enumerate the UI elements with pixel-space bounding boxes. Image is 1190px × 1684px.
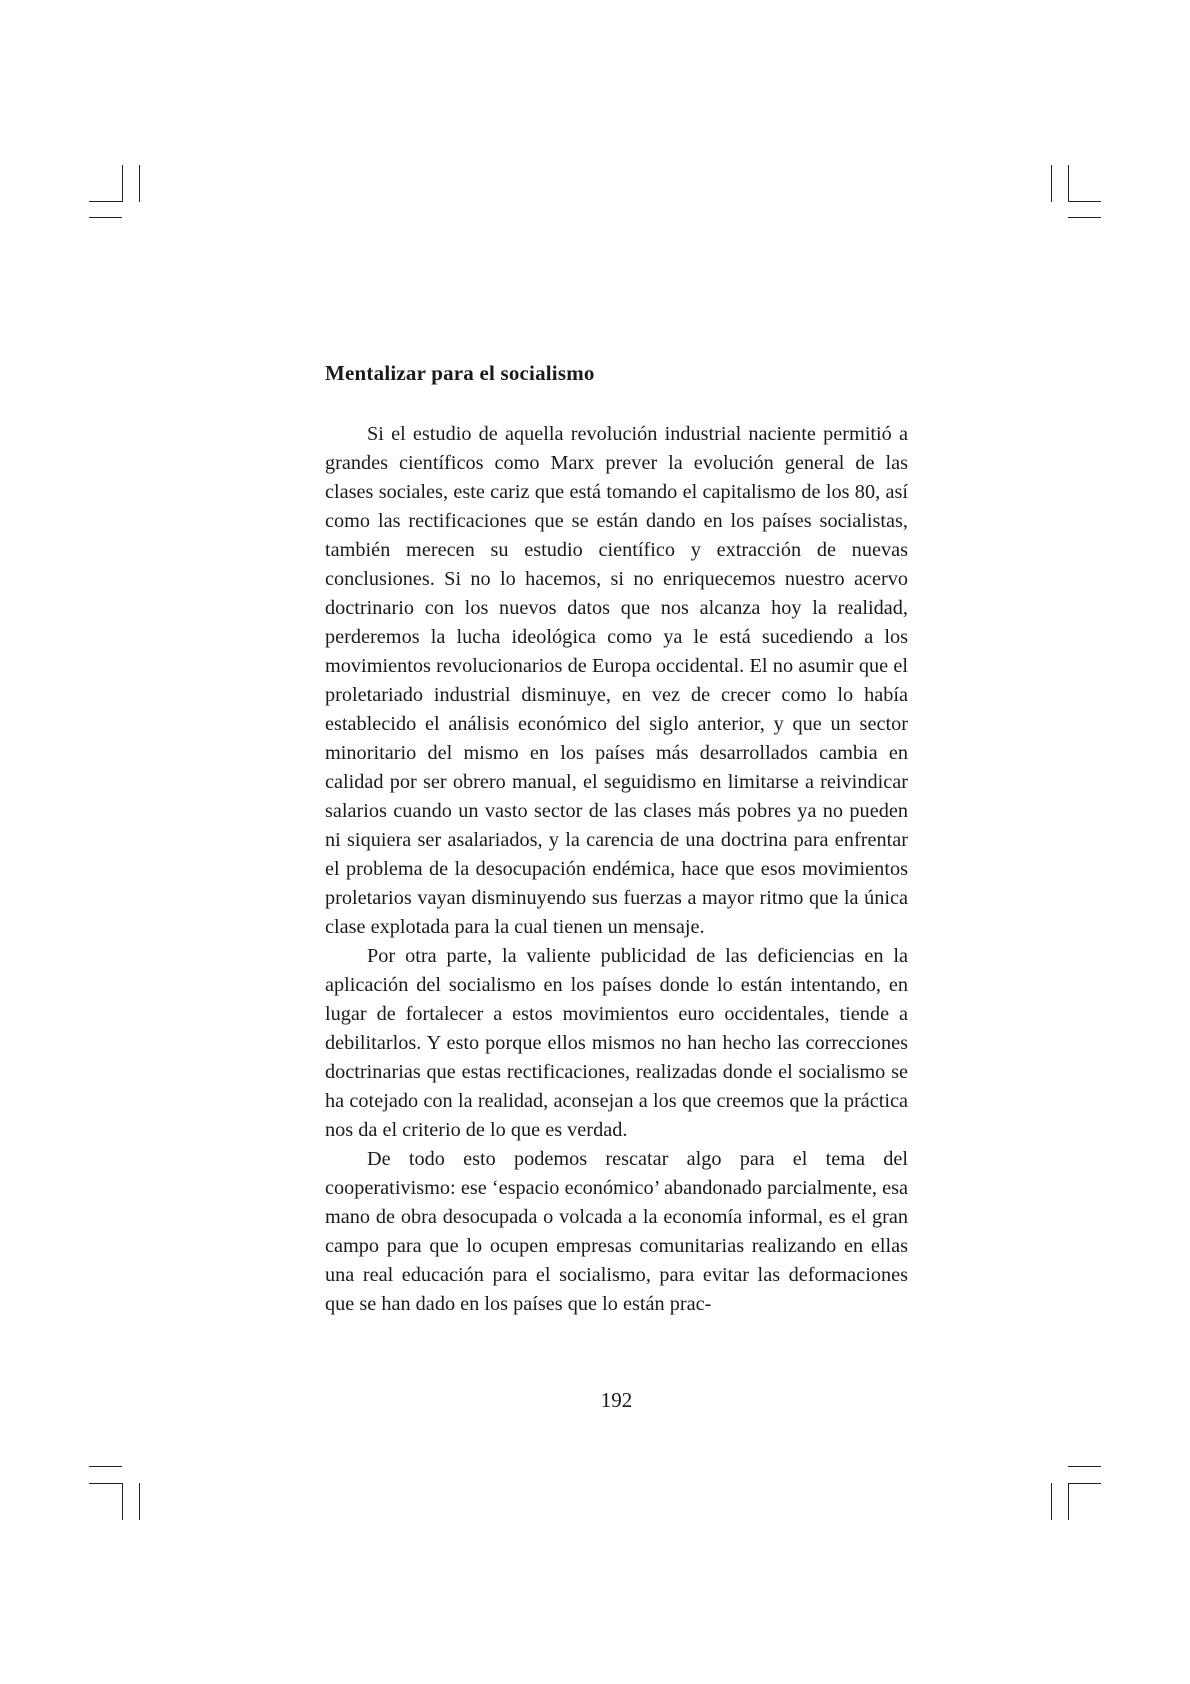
paragraph-3: De todo esto podemos rescatar algo para el tema del cooperativismo: ese ‘espacio económico’ abandonado parcialmente, esa mano de obra desocupada o volcada a la economía informal, es el gran campo para que lo ocupen empresas comunitarias realizando en ellas una real educación para el socialismo, para evitar las deformaciones que se han dado en los países que lo están prac- — [325, 1148, 908, 1315]
section-heading: Mentalizar para el socialismo — [325, 361, 595, 385]
paragraph-2: Por otra parte, la valiente publicidad de las deficiencias en la aplicación del socialismo en los países donde lo están intentando, en lugar de fortalecer a estos movimientos euro occidentales, tiende a debilitarlos. Y esto porque ellos mismos no han hecho las correcciones doctrinarias que estas rectificaciones, realizadas donde el socialismo se ha cotejado con la realidad, aconsejan a los que creemos que la práctica nos da el criterio de lo que es verdad. — [325, 945, 908, 1141]
crop-mark-bottom-right-horizontal — [1068, 1483, 1101, 1484]
paragraph-1: Si el estudio de aquella revolución industrial naciente permitió a grandes científicos como Marx prever la evolución general de las clases sociales, este cariz que está tomando el capitalismo de los 80, así como las rectificaciones que se están dando en los países socialistas, también merecen su estudio científico y extracción de nuevas conclusiones. Si no lo hacemos, si no enriquecemos nuestro acervo doctrinario con los nuevos datos que nos alcanza hoy la realidad, perderemos la lucha ideológica como ya le está sucediendo a los movimientos revolucionarios de Europa occidental. El no asumir que el proletariado industrial disminuye, en vez de crecer como lo había establecido el análisis económico del siglo anterior, y que un sector minoritario del mismo en los países más desarrollados cambia en calidad por ser obrero manual, el seguidismo en limitarse a reivindicar salarios cuando un vasto sector de las clases más pobres ya no pueden ni siquiera ser asalariados, y la carencia de una doctrina para enfrentar el problema de la desocupación endémica, hace que esos movimientos proletarios vayan disminuyendo sus fuerzas a mayor ritmo que la única clase explotada para la cual tienen un mensaje. — [325, 423, 908, 938]
crop-mark-bottom-left-horizontal — [89, 1483, 122, 1484]
crop-mark-top-left-horizontal — [89, 201, 122, 202]
crop-mark-bottom-left-vertical-outer — [139, 1483, 140, 1520]
crop-mark-top-right-vertical-outer — [1051, 165, 1052, 202]
crop-mark-top-right-vertical — [1068, 165, 1069, 202]
crop-mark-bottom-left-horizontal-short — [89, 1466, 122, 1467]
crop-mark-bottom-right-vertical — [1068, 1483, 1069, 1520]
crop-mark-bottom-right-vertical-outer — [1051, 1483, 1052, 1520]
page-text-block — [325, 358, 908, 1319]
crop-mark-top-right-horizontal — [1068, 201, 1101, 202]
crop-mark-bottom-left-vertical — [122, 1483, 123, 1520]
crop-mark-top-left-vertical-outer — [139, 165, 140, 202]
crop-mark-top-left-horizontal-short — [89, 217, 122, 218]
crop-mark-top-right-horizontal-short — [1068, 217, 1101, 218]
body-text — [325, 420, 908, 1319]
crop-mark-bottom-right-horizontal-short — [1068, 1466, 1101, 1467]
crop-mark-top-left-vertical — [122, 165, 123, 202]
page-number: 192 — [600, 1388, 633, 1412]
